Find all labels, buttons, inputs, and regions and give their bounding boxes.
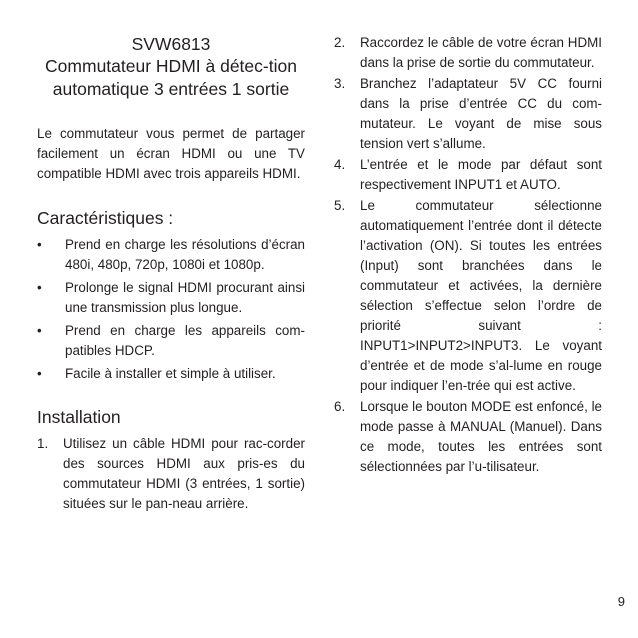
list-item	[334, 33, 602, 73]
step-text: Lorsque le bouton MODE est enfoncé, le mode passe à MANUAL (Manuel). Dans ce mode, toutes les entrées sont sélectionnées par l’u-tilisateur.	[360, 399, 602, 474]
installation-steps-part2	[334, 33, 602, 477]
step-text: Branchez l’adaptateur 5V CC fourni dans la prise d’entrée CC du com-mutateur. Le voyant de mise sous tension vert s’allume.	[360, 76, 602, 151]
bullet-marker: •	[37, 366, 42, 381]
step-number: 2.	[334, 35, 346, 50]
step-number: 1.	[37, 436, 49, 451]
list-item-text: Prend en charge les résolutions d’écran 480i, 480p, 720p, 1080i et 1080p.	[65, 237, 305, 272]
list-item	[37, 278, 305, 318]
model-number: SVW6813	[131, 34, 211, 54]
list-item-text: Prolonge le signal HDMI procurant ainsi une transmission plus longue.	[65, 280, 305, 315]
list-item	[37, 434, 305, 514]
list-item	[334, 155, 602, 195]
bullet-marker: •	[37, 237, 42, 252]
step-number: 3.	[334, 76, 346, 91]
right-column	[334, 0, 602, 478]
list-item-text: Prend en charge les appareils com-patibles HDCP.	[65, 323, 305, 358]
list-item	[334, 397, 602, 477]
list-item	[37, 364, 305, 384]
step-text: Le commutateur sélectionne automatiquement l’entrée dont il détecte l’activation (ON). Si toutes les entrées (Input) sont branchées dans le commutateur et activées, la dernière sélection s’effectue selon l’ordre de priorité suivant : INPUT1>INPUT2>INPUT3. Le voyant d’entrée et de mode s’al-lume en rouge pour indiquer l’en-trée qui est active.	[360, 198, 602, 393]
list-item	[37, 321, 305, 361]
list-item	[334, 74, 602, 154]
bullet-marker: •	[37, 323, 42, 338]
installation-steps-part1	[37, 434, 305, 514]
page-number: 9	[617, 594, 625, 609]
step-number: 5.	[334, 198, 346, 213]
list-item-text: Facile à installer et simple à utiliser.	[65, 366, 276, 381]
bullet-marker: •	[37, 280, 42, 295]
page-title	[37, 33, 305, 101]
step-text: Raccordez le câble de votre écran HDMI dans la prise de sortie du commutateur.	[360, 35, 602, 70]
installation-heading: Installation	[37, 407, 121, 427]
list-item	[334, 196, 602, 396]
step-number: 4.	[334, 157, 346, 172]
left-column	[37, 0, 305, 514]
step-text: L’entrée et le mode par défaut sont respectivement INPUT1 et AUTO.	[360, 157, 602, 192]
step-text: Utilisez un câble HDMI pour rac-corder des sources HDMI aux pris-es du commutateur HDMI (3 entrées, 1 sortie) situées sur le pan-neau arrière.	[63, 436, 305, 511]
intro-paragraph: Le commutateur vous permet de partager facilement un écran HDMI ou une TV compatible HDMI avec trois appareils HDMI.	[37, 126, 305, 181]
features-heading: Caractéristiques :	[37, 208, 174, 228]
product-name: Commutateur HDMI à détec-tion automatique 3 entrées 1 sortie	[45, 56, 297, 99]
features-list	[37, 235, 305, 384]
step-number: 6.	[334, 399, 346, 414]
list-item	[37, 235, 305, 275]
